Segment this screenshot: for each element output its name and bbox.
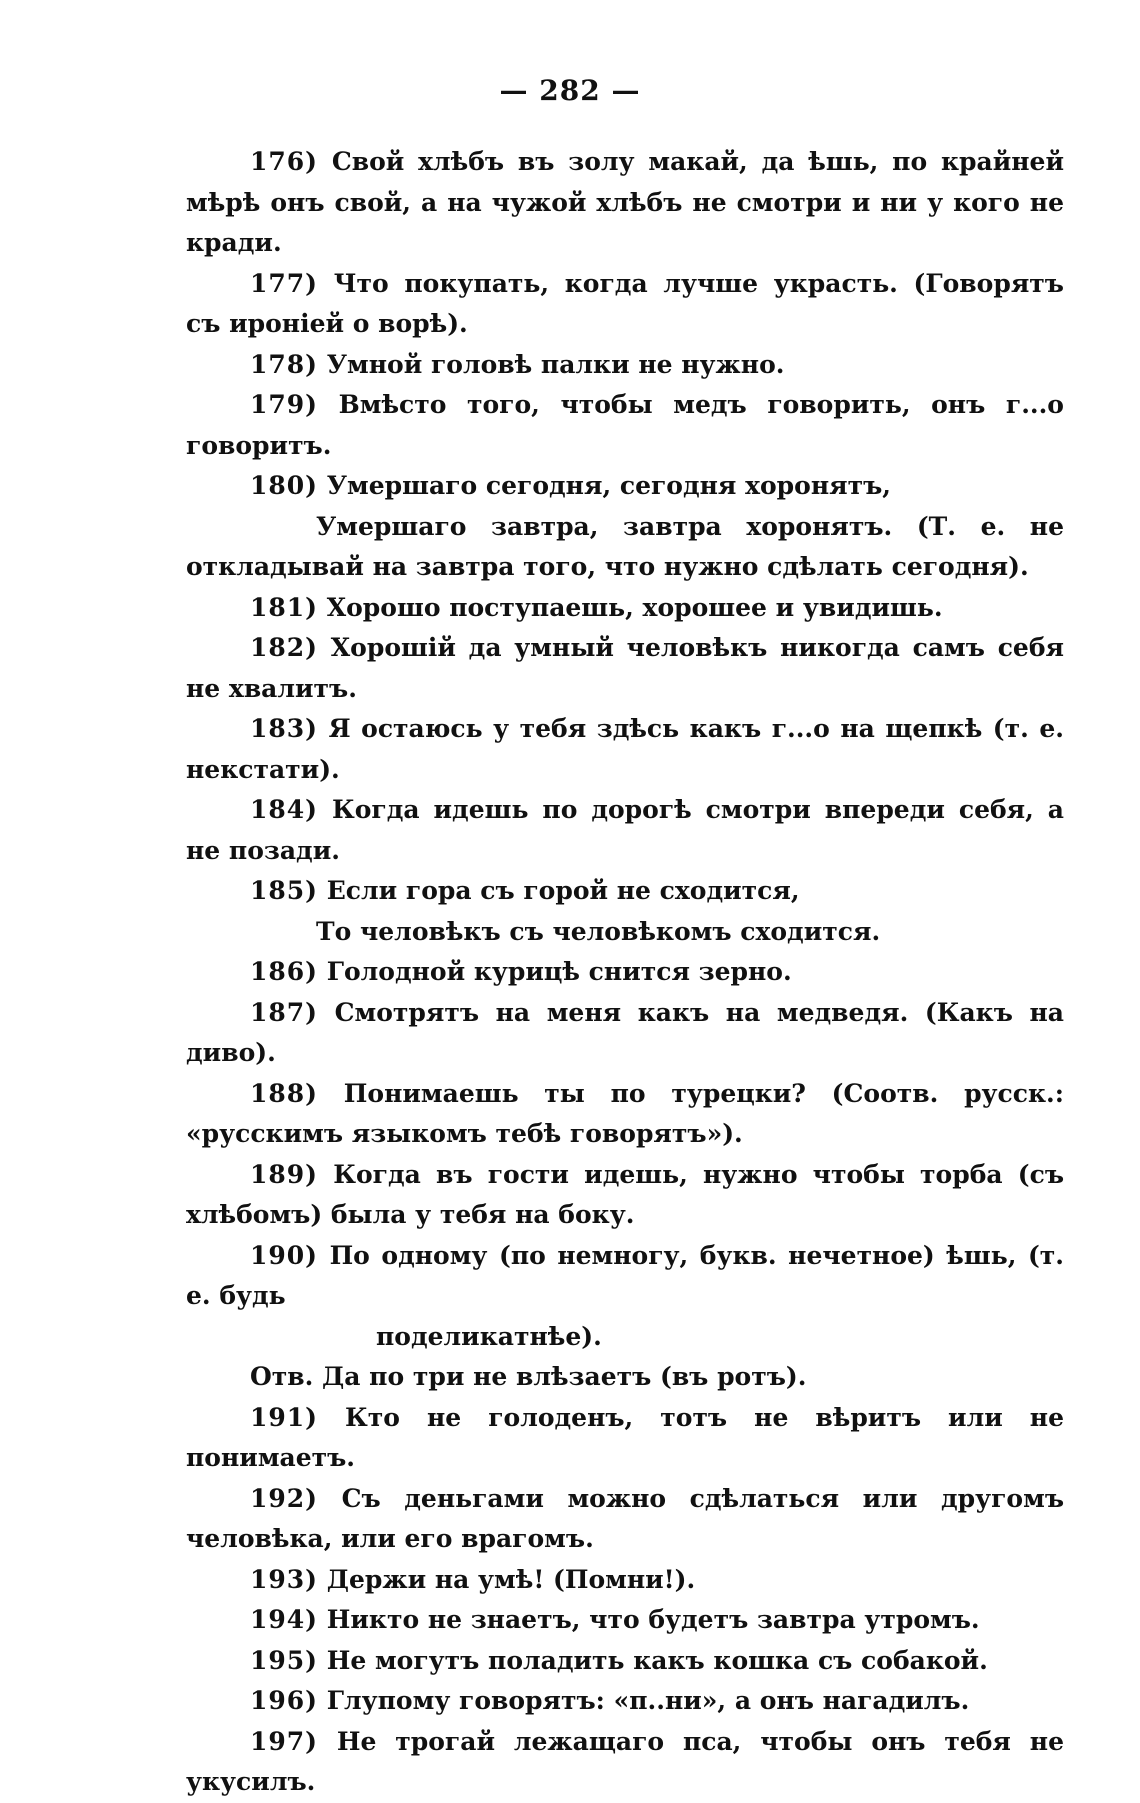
proverb-number: 187) — [250, 997, 319, 1027]
proverb-text: Что покупать, когда лучше украсть. (Говорятъ съ ироніей о ворѣ). — [186, 268, 1064, 338]
proverb-number: 196) — [250, 1686, 319, 1715]
proverb-176 — [186, 142, 1064, 264]
proverb-number: 178) — [250, 349, 319, 379]
proverb-text: Понимаешь ты по турецки? (Соотв. русск.: «русскимъ языкомъ тебѣ говорятъ»). — [186, 1078, 1064, 1148]
proverb-187 — [186, 993, 1064, 1074]
proverb-195 — [186, 1641, 1064, 1682]
proverb-number: 193) — [250, 1564, 319, 1594]
proverb-183 — [186, 709, 1064, 790]
proverb-number: 185) — [250, 876, 319, 905]
proverb-number: 195) — [250, 1645, 319, 1675]
proverb-number: 183) — [250, 714, 319, 743]
proverb-text: Я остаюсь у тебя здѣсь какъ г...о на щепкѣ (т. е. некстати). — [186, 714, 1064, 784]
proverb-text: Хорошо поступаешь, хорошее и увидишь. — [326, 592, 943, 622]
proverb-188 — [186, 1074, 1064, 1155]
proverb-text: Когда въ гости идешь, нужно чтобы торба (съ хлѣбомъ) была у тебя на боку. — [186, 1159, 1064, 1229]
proverb-192 — [186, 1479, 1064, 1560]
proverb-178 — [186, 345, 1064, 386]
proverb-number: 190) — [250, 1240, 319, 1270]
proverb-179 — [186, 385, 1064, 466]
proverb-number: 191) — [250, 1402, 319, 1432]
proverb-text: Никто не знаетъ, что будетъ завтра утромъ. — [326, 1605, 980, 1634]
proverb-text: Свой хлѣбъ въ золу макай, да ѣшь, по крайней мѣрѣ онъ свой, а на чужой хлѣбъ не смотри и ни у кого не кради. — [186, 147, 1064, 257]
proverb-number: 192) — [250, 1483, 319, 1513]
proverb-number: 177) — [250, 268, 319, 298]
proverb-number: 176) — [250, 147, 319, 176]
proverb-text: Умершаго сегодня, сегодня хоронятъ, — [326, 471, 891, 500]
proverb-text: По одному (по немногу, букв. нечетное) ѣшь, (т. е. будь — [186, 1240, 1064, 1310]
proverb-text: Не трогай лежащаго пса, чтобы онъ тебя не укусилъ. — [186, 1726, 1064, 1796]
proverb-number: 182) — [250, 633, 319, 662]
page-number: — 282 — — [499, 74, 641, 107]
proverb-text: Кто не голоденъ, тотъ не вѣритъ или не понимаетъ. — [186, 1402, 1064, 1472]
proverb-list — [186, 142, 1064, 1803]
proverb-189 — [186, 1155, 1064, 1236]
proverb-number: 197) — [250, 1726, 319, 1756]
proverb-185-continuation: То человѣкъ съ человѣкомъ сходится. — [316, 916, 881, 946]
proverb-190-answer: Отв. Да по три не влѣзаетъ (въ ротъ). — [250, 1362, 807, 1391]
proverb-text: Хорошій да умный человѣкъ никогда самъ себя не хвалитъ. — [186, 633, 1064, 703]
proverb-text: Съ деньгами можно сдѣлаться или другомъ человѣка, или его врагомъ. — [186, 1483, 1064, 1553]
proverb-number: 180) — [250, 471, 319, 500]
proverb-text: Смотрятъ на меня какъ на медведя. (Какъ на диво). — [186, 997, 1064, 1067]
proverb-text: Не могутъ поладить какъ кошка съ собакой. — [326, 1645, 988, 1675]
proverb-197 — [186, 1722, 1064, 1803]
proverb-number: 188) — [250, 1078, 319, 1108]
proverb-number: 186) — [250, 957, 319, 986]
proverb-194 — [186, 1600, 1064, 1641]
proverb-text: Если гора съ горой не сходится, — [326, 876, 800, 905]
proverb-177 — [186, 264, 1064, 345]
proverb-193 — [186, 1560, 1064, 1601]
proverb-text: Вмѣсто того, чтобы медъ говорить, онъ г...о говоритъ. — [186, 390, 1064, 460]
proverb-number: 189) — [250, 1159, 319, 1189]
proverb-text: Умной головѣ палки не нужно. — [326, 349, 785, 379]
proverb-185 — [186, 871, 1064, 912]
proverb-182 — [186, 628, 1064, 709]
proverb-196 — [186, 1681, 1064, 1722]
proverb-number: 181) — [250, 592, 319, 622]
proverb-181 — [186, 588, 1064, 629]
proverb-text: Держи на умѣ! (Помни!). — [326, 1564, 696, 1594]
proverb-186 — [186, 952, 1064, 993]
proverb-180 — [186, 466, 1064, 507]
proverb-text: Глупому говорятъ: «п..ни», а онъ нагадилъ. — [326, 1686, 970, 1715]
proverb-number: 184) — [250, 795, 319, 824]
proverb-number: 179) — [250, 390, 319, 419]
proverb-text: Голодной курицѣ снится зерно. — [326, 957, 792, 986]
proverb-184 — [186, 790, 1064, 871]
proverb-191 — [186, 1398, 1064, 1479]
proverb-190-continuation: поделикатнѣе). — [376, 1321, 602, 1351]
proverb-number: 194) — [250, 1605, 319, 1634]
proverb-text: Когда идешь по дорогѣ смотри впереди себя, а не позади. — [186, 795, 1064, 865]
proverb-190 — [186, 1236, 1064, 1317]
proverb-180-continuation: Умершаго завтра, завтра хоронятъ. (Т. е. не откладывай на завтра того, что нужно сдѣлать сегодня). — [186, 511, 1064, 581]
